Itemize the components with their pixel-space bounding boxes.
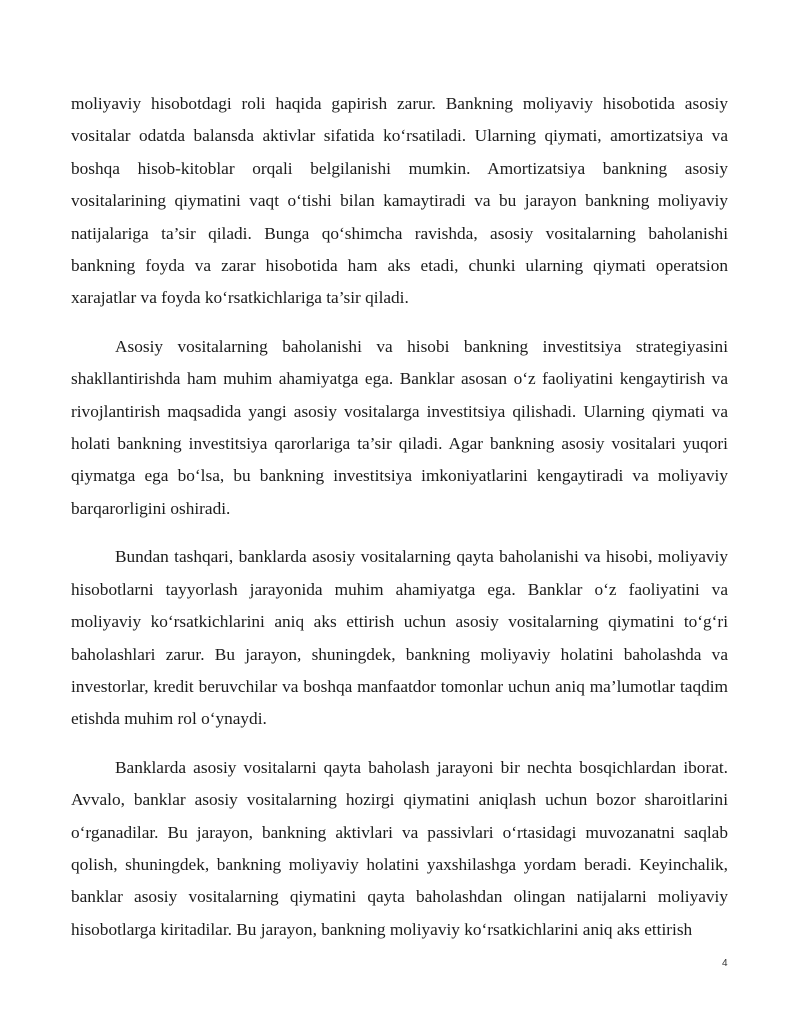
paragraph-4: Banklarda asosiy vositalarni qayta baholash jarayoni bir nechta bosqichlardan iborat. Avvalo, banklar asosiy vositalarning hozirgi qiymatini aniqlash uchun bozor sharoitlarini o‘rganadilar. Bu jarayon, bankning aktivlari va passivlari o‘rtasidagi muvozanatni saqlab qolish, shuningdek, bankning moliyaviy holatini yaxshilashga yordam beradi. Keyinchalik, banklar asosiy vositalarning qiymatini qayta baholashdan olingan natijalarni moliyaviy hisobotlarga kiritadilar. Bu jarayon, bankning moliyaviy ko‘rsatkichlarini aniq aks ettirish	[71, 757, 728, 939]
paragraph-2: Asosiy vositalarning baholanishi va hisobi bankning investitsiya strategiyasini shakllantirishda ham muhim ahamiyatga ega. Banklar asosan o‘z faoliyatini kengaytirish va rivojlantirish maqsadida yangi asosiy vositalarga investitsiya qilishadi. Ularning qiymati va holati bankning investitsiya qarorlariga ta’sir qiladi. Agar bankning asosiy vositalari yuqori qiymatga ega bo‘lsa, bu bankning investitsiya imkoniyatlarini kengaytiradi va moliyaviy barqarorligini oshiradi.	[71, 336, 728, 518]
page-number: 4	[722, 958, 728, 969]
paragraph-1: moliyaviy hisobotdagi roli haqida gapirish zarur. Bankning moliyaviy hisobotida asosiy vositalar odatda balansda aktivlar sifatida ko‘rsatiladi. Ularning qiymati, amortizatsiya va boshqa hisob-kitoblar orqali belgilanishi mumkin. Amortizatsiya bankning asosiy vositalarining qiymatini vaqt o‘tishi bilan kamaytiradi va bu jarayon bankning moliyaviy natijalariga ta’sir qiladi. Bunga qo‘shimcha ravishda, asosiy vositalarning baholanishi bankning foyda va zarar hisobotida ham aks etadi, chunki ularning qiymati operatsion xarajatlar va foyda ko‘rsatkichlariga ta’sir qiladi.	[71, 94, 728, 308]
body-text	[71, 88, 728, 946]
paragraph-3: Bundan tashqari, banklarda asosiy vositalarning qayta baholanishi va hisobi, moliyaviy hisobotlarni tayyorlash jarayonida muhim ahamiyatga ega. Banklar o‘z faoliyatini va moliyaviy ko‘rsatkichlarini aniq aks ettirish uchun asosiy vositalarning qiymatini to‘g‘ri baholashlari zarur. Bu jarayon, shuningdek, bankning moliyaviy holatini baholashda va investorlar, kredit beruvchilar va boshqa manfaatdor tomonlar uchun aniq ma’lumotlar taqdim etishda muhim rol o‘ynaydi.	[71, 547, 728, 729]
